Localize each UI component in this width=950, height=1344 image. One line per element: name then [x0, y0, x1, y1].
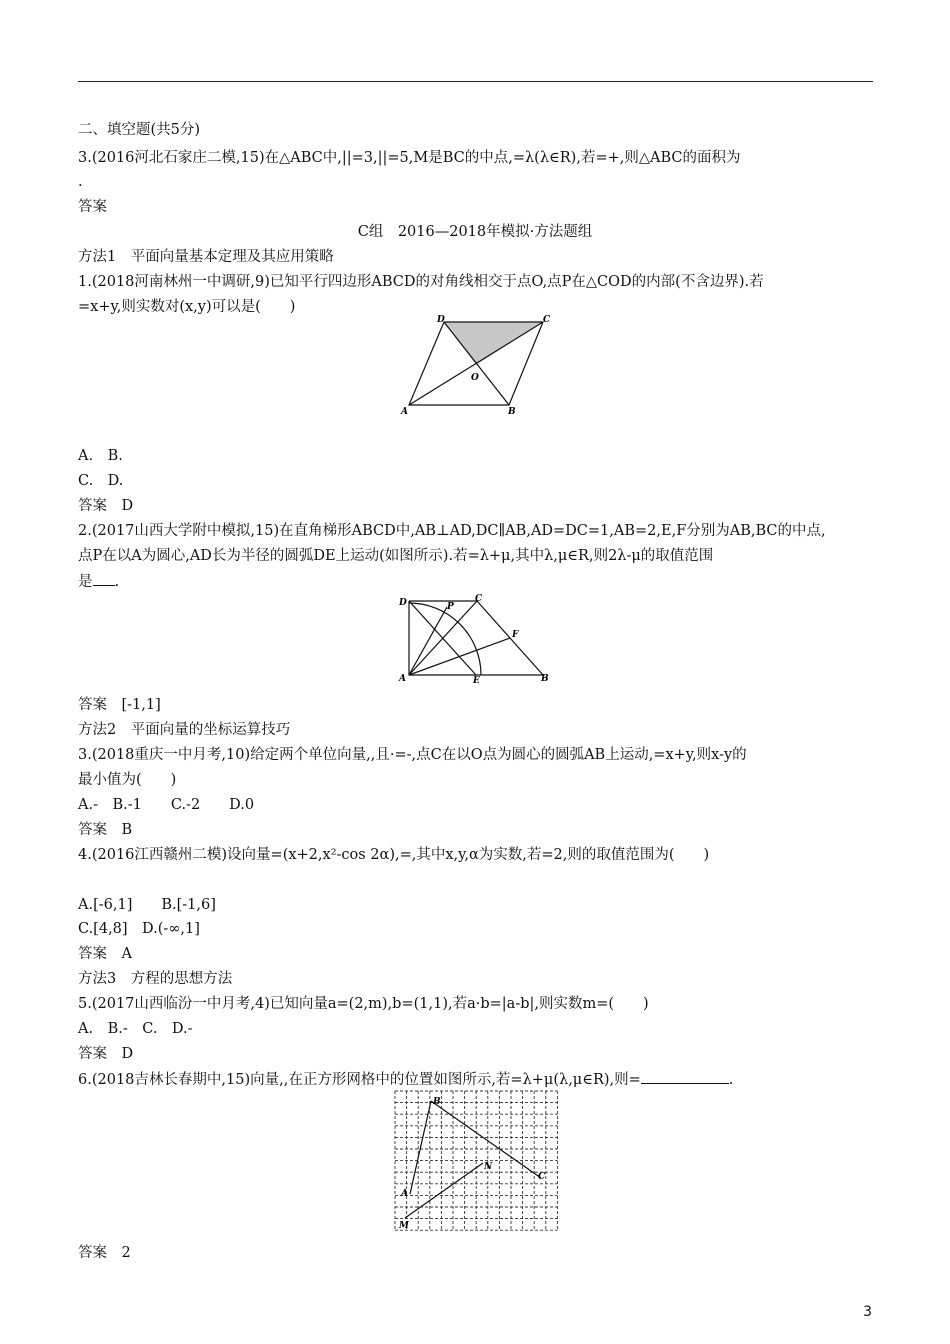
answer-blank[interactable]: [93, 571, 115, 586]
q1-options-ab: A. B.: [78, 448, 123, 464]
label-d: D: [399, 598, 407, 608]
parallelogram-figure: [395, 314, 560, 419]
q2-text-cont: 点P在以A为圆心,AD长为半径的圆弧DE上运动(如图所示).若=λ+μ,其中λ,μ∈R,则2λ-μ的取值范围: [78, 548, 714, 564]
label-e: E: [473, 676, 480, 685]
label-b: B: [433, 1097, 441, 1107]
q1-answer: 答案 D: [78, 498, 134, 514]
q1-text-cont: =x+y,则实数对(x,y)可以是( ): [78, 299, 296, 315]
q1-text: 1.(2018河南林州一中调研,9)已知平行四边形ABCD的对角线相交于点O,点P在△COD的内部(不含边界).若: [78, 274, 764, 290]
q2-text: 2.(2017山西大学附中模拟,15)在直角梯形ABCD中,AB⊥AD,DC∥AB,AD=DC=1,AB=2,E,F分别为AB,BC的中点,: [78, 523, 826, 539]
q1-options-cd: C. D.: [78, 473, 124, 489]
q4-options-cd: C.[4,8] D.(-∞,1]: [78, 921, 200, 937]
question-3-fill: 3.(2016河北石家庄二模,15)在△ABC中,||=3,||=5,M是BC的中点,=λ(λ∈R),若=+,则△ABC的面积为: [78, 150, 741, 166]
q6-text: 6.(2018吉林长春期中,15)向量,,在正方形网格中的位置如图所示,若=λ+μ(λ,μ∈R),则= .: [78, 1069, 733, 1090]
label-c: C: [475, 594, 483, 604]
q3-options: A.- B.-1 C.-2 D.0: [78, 797, 255, 813]
grid-vector-figure: [393, 1089, 558, 1235]
q6-answer: 答案 2: [78, 1245, 131, 1261]
q5-text: 5.(2017山西临汾一中月考,4)已知向量a=(2,m),b=(1,1),若a·b=|a-b|,则实数m=( ): [78, 996, 649, 1012]
label-d: D: [437, 315, 445, 325]
vector-ab: [410, 1101, 431, 1194]
q3-answer: 答案 B: [78, 822, 133, 838]
group-title: C组 2016—2018年模拟·方法题组: [357, 224, 593, 240]
page-number: 3: [863, 1304, 872, 1320]
label-a: A: [401, 1189, 408, 1199]
label-b: B: [508, 407, 516, 417]
q5-answer: 答案 D: [78, 1046, 134, 1062]
q2-text-end: 是 .: [78, 571, 119, 592]
q3-text: 3.(2018重庆一中月考,10)给定两个单位向量,,且·=-,点C在以O点为圆心的圆弧AB上运动,=x+y,则x-y的: [78, 747, 747, 763]
q4-options-ab: A.[-6,1] B.[-1,6]: [78, 897, 216, 913]
header-rule: [78, 81, 873, 82]
question-3-fill-end: .: [78, 174, 83, 190]
q3-text-cont: 最小值为( ): [78, 772, 177, 788]
label-a: A: [401, 407, 408, 417]
vector-mn: [405, 1163, 483, 1218]
trapezoid-figure: [395, 593, 555, 685]
label-o: O: [471, 373, 479, 383]
method-1-heading: 方法1 平面向量基本定理及其应用策略: [78, 249, 334, 265]
q4-text: 4.(2016江西赣州二模)设向量=(x+2,x²-cos 2α),=,其中x,y,α为实数,若=2,则的取值范围为( ): [78, 847, 710, 863]
label-n: N: [484, 1162, 493, 1172]
q4-answer: 答案 A: [78, 946, 132, 962]
segment-ap: [409, 607, 447, 675]
label-c: C: [538, 1172, 546, 1182]
answer-label: 答案: [78, 199, 107, 215]
label-f: F: [512, 630, 519, 640]
q2-answer: 答案 [-1,1]: [78, 697, 161, 713]
label-a: A: [399, 674, 406, 684]
segment-af: [409, 638, 510, 675]
label-b: B: [541, 674, 549, 684]
method-2-heading: 方法2 平面向量的坐标运算技巧: [78, 722, 291, 738]
answer-blank[interactable]: [641, 1069, 729, 1084]
section-heading: 二、填空题(共5分): [78, 122, 201, 138]
q5-options: A. B.- C. D.-: [78, 1021, 193, 1037]
dashed-grid: [395, 1091, 557, 1230]
method-3-heading: 方法3 方程的思想方法: [78, 971, 233, 987]
label-c: C: [543, 315, 551, 325]
label-p: P: [447, 602, 454, 612]
label-m: M: [399, 1221, 409, 1231]
